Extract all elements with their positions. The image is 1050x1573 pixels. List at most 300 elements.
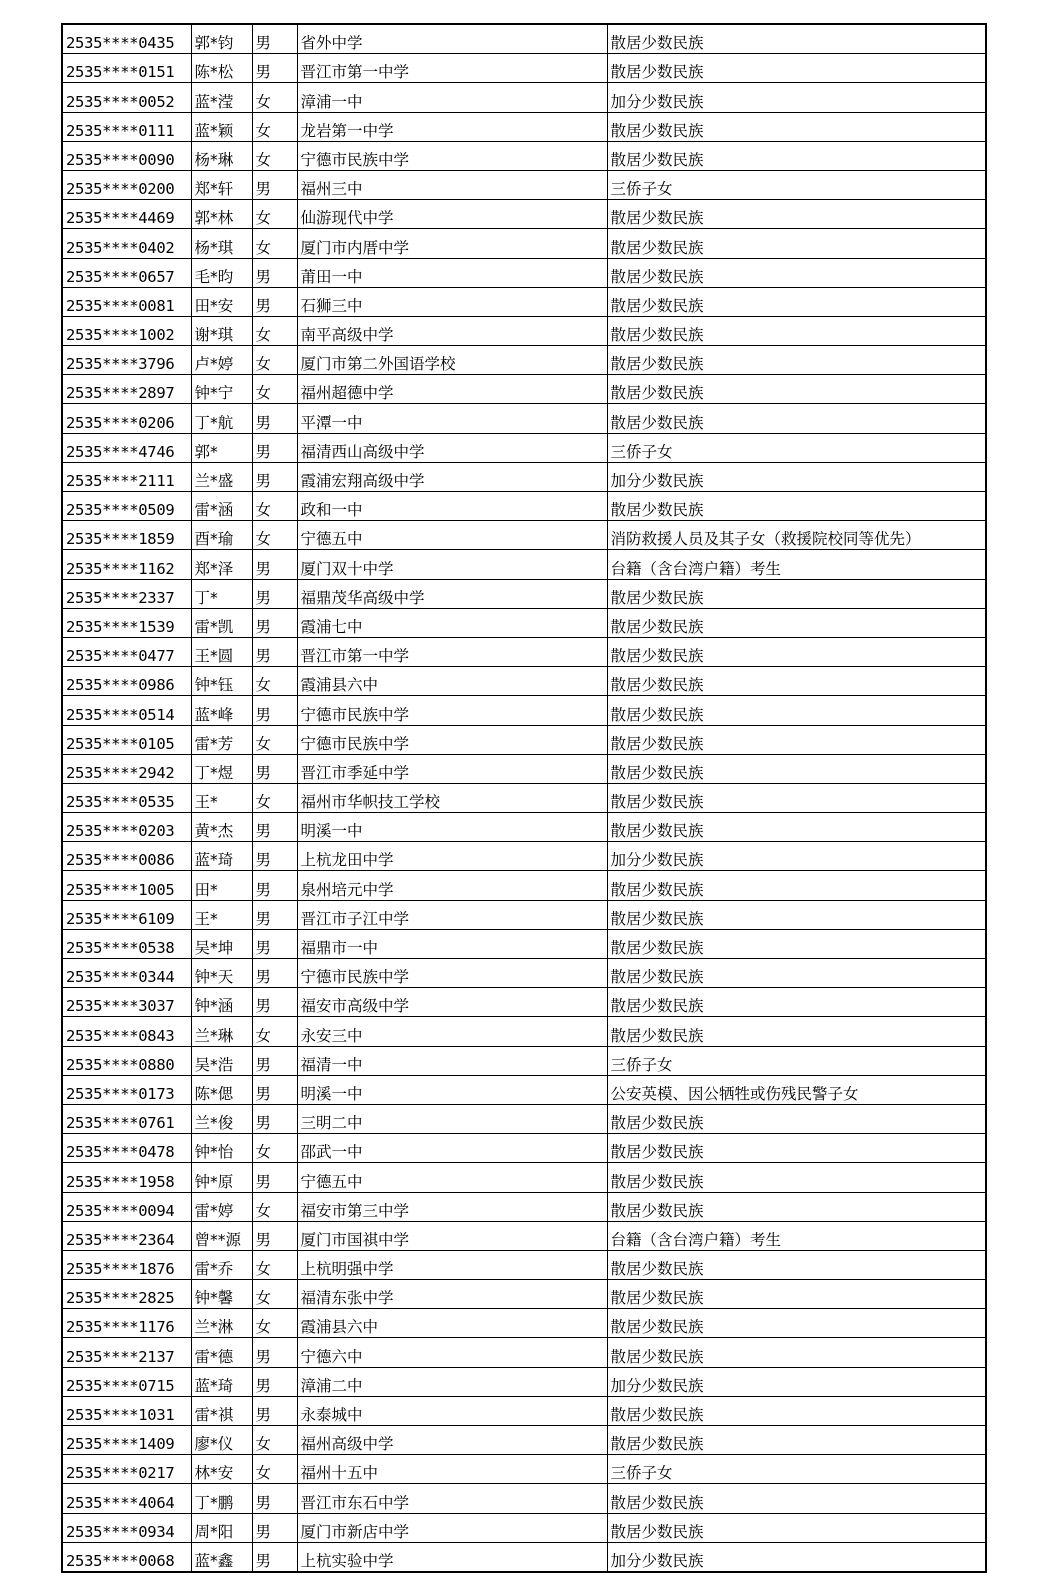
cell-name: 王* <box>191 900 252 929</box>
cell-exam-id: 2535****1005 <box>62 871 191 900</box>
cell-gender: 女 <box>252 667 297 696</box>
table-row <box>62 1017 986 1046</box>
cell-school: 福清一中 <box>297 1046 607 1075</box>
cell-name: 兰*俊 <box>191 1104 252 1133</box>
cell-name: 丁*鹏 <box>191 1484 252 1513</box>
table-row <box>62 1280 986 1309</box>
cell-school: 福清西山高级中学 <box>297 433 607 462</box>
cell-gender: 男 <box>252 900 297 929</box>
cell-name: 蓝*峰 <box>191 696 252 725</box>
cell-school: 福鼎茂华高级中学 <box>297 579 607 608</box>
cell-school: 福鼎市一中 <box>297 929 607 958</box>
cell-exam-id: 2535****1859 <box>62 521 191 550</box>
table-row <box>62 1192 986 1221</box>
cell-category: 台籍（含台湾户籍）考生 <box>607 1221 986 1250</box>
cell-gender: 男 <box>252 1075 297 1104</box>
cell-category: 散居少数民族 <box>607 200 986 229</box>
cell-name: 钟*天 <box>191 959 252 988</box>
cell-gender: 男 <box>252 1513 297 1542</box>
cell-gender: 男 <box>252 1484 297 1513</box>
cell-name: 周*阳 <box>191 1513 252 1542</box>
cell-school: 上杭实验中学 <box>297 1542 607 1572</box>
cell-school: 霞浦宏翔高级中学 <box>297 462 607 491</box>
cell-exam-id: 2535****0068 <box>62 1542 191 1572</box>
table-row <box>62 725 986 754</box>
cell-category: 散居少数民族 <box>607 1280 986 1309</box>
cell-name: 郭* <box>191 433 252 462</box>
cell-category: 散居少数民族 <box>607 1134 986 1163</box>
table-row <box>62 550 986 579</box>
table-row <box>62 521 986 550</box>
cell-exam-id: 2535****0657 <box>62 258 191 287</box>
cell-exam-id: 2535****4064 <box>62 1484 191 1513</box>
cell-name: 吴*浩 <box>191 1046 252 1075</box>
table-row <box>62 83 986 112</box>
table-row <box>62 141 986 170</box>
cell-category: 散居少数民族 <box>607 1396 986 1425</box>
cell-exam-id: 2535****2825 <box>62 1280 191 1309</box>
cell-category: 加分少数民族 <box>607 842 986 871</box>
cell-name: 林*安 <box>191 1455 252 1484</box>
cell-name: 黄*杰 <box>191 813 252 842</box>
cell-gender: 男 <box>252 813 297 842</box>
table-row <box>62 1367 986 1396</box>
cell-gender: 男 <box>252 1104 297 1133</box>
cell-name: 王*圆 <box>191 637 252 666</box>
cell-exam-id: 2535****1409 <box>62 1426 191 1455</box>
table-row <box>62 404 986 433</box>
cell-exam-id: 2535****1876 <box>62 1250 191 1279</box>
cell-gender: 男 <box>252 754 297 783</box>
cell-exam-id: 2535****1002 <box>62 316 191 345</box>
cell-school: 福安市高级中学 <box>297 988 607 1017</box>
cell-category: 散居少数民族 <box>607 1250 986 1279</box>
cell-school: 上杭龙田中学 <box>297 842 607 871</box>
cell-school: 厦门市国祺中学 <box>297 1221 607 1250</box>
cell-name: 钟*钰 <box>191 667 252 696</box>
cell-exam-id: 2535****0206 <box>62 404 191 433</box>
cell-category: 散居少数民族 <box>607 404 986 433</box>
cell-name: 兰*盛 <box>191 462 252 491</box>
cell-gender: 女 <box>252 521 297 550</box>
table-row <box>62 1426 986 1455</box>
cell-gender: 男 <box>252 579 297 608</box>
cell-category: 散居少数民族 <box>607 1163 986 1192</box>
cell-school: 福州三中 <box>297 170 607 199</box>
cell-name: 蓝*鑫 <box>191 1542 252 1572</box>
cell-name: 蓝*琦 <box>191 842 252 871</box>
cell-category: 三侨子女 <box>607 170 986 199</box>
cell-school: 福州十五中 <box>297 1455 607 1484</box>
cell-name: 钟*宁 <box>191 375 252 404</box>
table-row <box>62 783 986 812</box>
cell-category: 散居少数民族 <box>607 229 986 258</box>
table-row <box>62 492 986 521</box>
cell-gender: 女 <box>252 492 297 521</box>
table-row <box>62 1396 986 1425</box>
cell-category: 散居少数民族 <box>607 346 986 375</box>
cell-category: 散居少数民族 <box>607 287 986 316</box>
cell-school: 霞浦县六中 <box>297 667 607 696</box>
cell-gender: 女 <box>252 1426 297 1455</box>
cell-gender: 女 <box>252 316 297 345</box>
cell-exam-id: 2535****0880 <box>62 1046 191 1075</box>
cell-exam-id: 2535****1031 <box>62 1396 191 1425</box>
cell-name: 毛*昀 <box>191 258 252 287</box>
cell-gender: 男 <box>252 637 297 666</box>
cell-school: 龙岩第一中学 <box>297 112 607 141</box>
cell-gender: 男 <box>252 258 297 287</box>
cell-exam-id: 2535****0843 <box>62 1017 191 1046</box>
cell-exam-id: 2535****0173 <box>62 1075 191 1104</box>
cell-school: 上杭明强中学 <box>297 1250 607 1279</box>
cell-school: 宁德六中 <box>297 1338 607 1367</box>
cell-name: 钟*怡 <box>191 1134 252 1163</box>
cell-gender: 男 <box>252 842 297 871</box>
cell-category: 散居少数民族 <box>607 1484 986 1513</box>
table-row <box>62 54 986 83</box>
cell-gender: 女 <box>252 1455 297 1484</box>
cell-name: 田*安 <box>191 287 252 316</box>
cell-gender: 女 <box>252 1017 297 1046</box>
cell-gender: 男 <box>252 988 297 1017</box>
cell-category: 加分少数民族 <box>607 1542 986 1572</box>
cell-gender: 男 <box>252 433 297 462</box>
cell-gender: 男 <box>252 550 297 579</box>
cell-name: 丁* <box>191 579 252 608</box>
cell-exam-id: 2535****3037 <box>62 988 191 1017</box>
cell-school: 福清东张中学 <box>297 1280 607 1309</box>
table-row <box>62 637 986 666</box>
cell-category: 三侨子女 <box>607 1046 986 1075</box>
cell-school: 莆田一中 <box>297 258 607 287</box>
cell-exam-id: 2535****3796 <box>62 346 191 375</box>
table-row <box>62 988 986 1017</box>
cell-category: 散居少数民族 <box>607 112 986 141</box>
cell-exam-id: 2535****2137 <box>62 1338 191 1367</box>
table-row <box>62 1338 986 1367</box>
cell-category: 散居少数民族 <box>607 667 986 696</box>
cell-category: 散居少数民族 <box>607 1426 986 1455</box>
cell-name: 卢*婷 <box>191 346 252 375</box>
cell-exam-id: 2535****0086 <box>62 842 191 871</box>
table-row <box>62 608 986 637</box>
cell-exam-id: 2535****0477 <box>62 637 191 666</box>
cell-gender: 男 <box>252 287 297 316</box>
table-row <box>62 24 986 54</box>
cell-exam-id: 2535****0478 <box>62 1134 191 1163</box>
cell-gender: 女 <box>252 1250 297 1279</box>
cell-category: 散居少数民族 <box>607 900 986 929</box>
cell-school: 厦门市内厝中学 <box>297 229 607 258</box>
table-row <box>62 462 986 491</box>
table-row <box>62 1513 986 1542</box>
cell-category: 散居少数民族 <box>607 959 986 988</box>
cell-exam-id: 2535****0081 <box>62 287 191 316</box>
cell-gender: 男 <box>252 1221 297 1250</box>
cell-name: 郑*轩 <box>191 170 252 199</box>
cell-name: 雷*祺 <box>191 1396 252 1425</box>
cell-gender: 男 <box>252 959 297 988</box>
cell-category: 消防救援人员及其子女（救援院校同等优先） <box>607 521 986 550</box>
cell-gender: 男 <box>252 1367 297 1396</box>
table-row <box>62 170 986 199</box>
cell-school: 晋江市东石中学 <box>297 1484 607 1513</box>
table-row <box>62 1104 986 1133</box>
cell-exam-id: 2535****2942 <box>62 754 191 783</box>
cell-school: 霞浦七中 <box>297 608 607 637</box>
cell-gender: 女 <box>252 141 297 170</box>
cell-category: 散居少数民族 <box>607 813 986 842</box>
table-row <box>62 842 986 871</box>
cell-name: 曾**源 <box>191 1221 252 1250</box>
cell-school: 仙游现代中学 <box>297 200 607 229</box>
cell-gender: 女 <box>252 783 297 812</box>
table-row <box>62 1309 986 1338</box>
cell-school: 邵武一中 <box>297 1134 607 1163</box>
cell-school: 福州超德中学 <box>297 375 607 404</box>
cell-name: 雷*婷 <box>191 1192 252 1221</box>
cell-exam-id: 2535****0217 <box>62 1455 191 1484</box>
cell-gender: 女 <box>252 375 297 404</box>
cell-school: 晋江市季延中学 <box>297 754 607 783</box>
cell-name: 陈*松 <box>191 54 252 83</box>
cell-exam-id: 2535****0538 <box>62 929 191 958</box>
table-body <box>62 24 986 1572</box>
cell-exam-id: 2535****0535 <box>62 783 191 812</box>
table-row <box>62 1134 986 1163</box>
cell-school: 宁德五中 <box>297 1163 607 1192</box>
cell-category: 散居少数民族 <box>607 1192 986 1221</box>
cell-school: 福安市第三中学 <box>297 1192 607 1221</box>
table-row <box>62 1075 986 1104</box>
table-row <box>62 667 986 696</box>
cell-gender: 男 <box>252 1396 297 1425</box>
table-row <box>62 258 986 287</box>
cell-school: 明溪一中 <box>297 1075 607 1104</box>
table-row <box>62 579 986 608</box>
table-row <box>62 287 986 316</box>
table-row <box>62 1455 986 1484</box>
cell-gender: 男 <box>252 404 297 433</box>
cell-school: 政和一中 <box>297 492 607 521</box>
cell-gender: 男 <box>252 871 297 900</box>
cell-school: 石狮三中 <box>297 287 607 316</box>
cell-school: 宁德市民族中学 <box>297 696 607 725</box>
cell-gender: 男 <box>252 54 297 83</box>
cell-exam-id: 2535****0509 <box>62 492 191 521</box>
cell-gender: 女 <box>252 1309 297 1338</box>
table-row <box>62 813 986 842</box>
cell-category: 散居少数民族 <box>607 316 986 345</box>
cell-school: 南平高级中学 <box>297 316 607 345</box>
cell-exam-id: 2535****0094 <box>62 1192 191 1221</box>
cell-name: 蓝*颖 <box>191 112 252 141</box>
cell-school: 厦门市第二外国语学校 <box>297 346 607 375</box>
cell-category: 三侨子女 <box>607 433 986 462</box>
cell-name: 钟*馨 <box>191 1280 252 1309</box>
cell-category: 加分少数民族 <box>607 462 986 491</box>
table-row <box>62 871 986 900</box>
cell-gender: 男 <box>252 24 297 54</box>
table-row <box>62 112 986 141</box>
cell-gender: 女 <box>252 112 297 141</box>
cell-gender: 男 <box>252 929 297 958</box>
cell-category: 散居少数民族 <box>607 1513 986 1542</box>
table-row <box>62 900 986 929</box>
cell-exam-id: 2535****0344 <box>62 959 191 988</box>
cell-gender: 男 <box>252 696 297 725</box>
cell-exam-id: 2535****0200 <box>62 170 191 199</box>
cell-school: 宁德五中 <box>297 521 607 550</box>
cell-name: 郑*泽 <box>191 550 252 579</box>
cell-category: 散居少数民族 <box>607 754 986 783</box>
cell-exam-id: 2535****0151 <box>62 54 191 83</box>
cell-category: 三侨子女 <box>607 1455 986 1484</box>
cell-category: 散居少数民族 <box>607 637 986 666</box>
cell-name: 兰*淋 <box>191 1309 252 1338</box>
cell-gender: 女 <box>252 346 297 375</box>
cell-gender: 女 <box>252 200 297 229</box>
cell-school: 省外中学 <box>297 24 607 54</box>
cell-school: 三明二中 <box>297 1104 607 1133</box>
cell-category: 散居少数民族 <box>607 54 986 83</box>
cell-gender: 女 <box>252 1134 297 1163</box>
cell-exam-id: 2535****6109 <box>62 900 191 929</box>
cell-category: 公安英模、因公牺牲或伤残民警子女 <box>607 1075 986 1104</box>
cell-school: 晋江市子江中学 <box>297 900 607 929</box>
table-row <box>62 433 986 462</box>
cell-name: 雷*涵 <box>191 492 252 521</box>
cell-name: 兰*琳 <box>191 1017 252 1046</box>
cell-category: 散居少数民族 <box>607 608 986 637</box>
cell-gender: 男 <box>252 1046 297 1075</box>
cell-school: 漳浦二中 <box>297 1367 607 1396</box>
cell-exam-id: 2535****0934 <box>62 1513 191 1542</box>
cell-category: 散居少数民族 <box>607 929 986 958</box>
cell-exam-id: 2535****4469 <box>62 200 191 229</box>
table-row <box>62 316 986 345</box>
cell-exam-id: 2535****0203 <box>62 813 191 842</box>
table-row <box>62 346 986 375</box>
cell-name: 杨*琳 <box>191 141 252 170</box>
table-row <box>62 929 986 958</box>
cell-exam-id: 2535****2111 <box>62 462 191 491</box>
cell-gender: 女 <box>252 83 297 112</box>
cell-exam-id: 2535****2897 <box>62 375 191 404</box>
cell-exam-id: 2535****2364 <box>62 1221 191 1250</box>
cell-category: 散居少数民族 <box>607 783 986 812</box>
cell-school: 宁德市民族中学 <box>297 141 607 170</box>
cell-category: 台籍（含台湾户籍）考生 <box>607 550 986 579</box>
cell-exam-id: 2535****4746 <box>62 433 191 462</box>
cell-gender: 女 <box>252 1192 297 1221</box>
cell-exam-id: 2535****0986 <box>62 667 191 696</box>
cell-category: 散居少数民族 <box>607 1104 986 1133</box>
cell-school: 霞浦县六中 <box>297 1309 607 1338</box>
cell-exam-id: 2535****1539 <box>62 608 191 637</box>
cell-school: 宁德市民族中学 <box>297 959 607 988</box>
cell-school: 平潭一中 <box>297 404 607 433</box>
cell-category: 散居少数民族 <box>607 1338 986 1367</box>
cell-exam-id: 2535****0514 <box>62 696 191 725</box>
cell-exam-id: 2535****2337 <box>62 579 191 608</box>
table-row <box>62 200 986 229</box>
table-row <box>62 1221 986 1250</box>
cell-exam-id: 2535****0090 <box>62 141 191 170</box>
cell-exam-id: 2535****0105 <box>62 725 191 754</box>
cell-exam-id: 2535****0435 <box>62 24 191 54</box>
cell-gender: 女 <box>252 1280 297 1309</box>
cell-gender: 男 <box>252 1338 297 1367</box>
cell-exam-id: 2535****1162 <box>62 550 191 579</box>
cell-school: 厦门双十中学 <box>297 550 607 579</box>
cell-exam-id: 2535****0715 <box>62 1367 191 1396</box>
cell-category: 散居少数民族 <box>607 375 986 404</box>
cell-category: 散居少数民族 <box>607 1017 986 1046</box>
cell-name: 雷*乔 <box>191 1250 252 1279</box>
cell-name: 雷*芳 <box>191 725 252 754</box>
cell-school: 宁德市民族中学 <box>297 725 607 754</box>
cell-name: 谢*琪 <box>191 316 252 345</box>
cell-school: 明溪一中 <box>297 813 607 842</box>
table-row <box>62 1163 986 1192</box>
cell-exam-id: 2535****1176 <box>62 1309 191 1338</box>
cell-school: 泉州培元中学 <box>297 871 607 900</box>
cell-category: 散居少数民族 <box>607 725 986 754</box>
table-row <box>62 754 986 783</box>
cell-gender: 男 <box>252 170 297 199</box>
cell-name: 王* <box>191 783 252 812</box>
cell-gender: 女 <box>252 229 297 258</box>
cell-category: 散居少数民族 <box>607 258 986 287</box>
candidate-table <box>61 23 987 1573</box>
cell-school: 晋江市第一中学 <box>297 637 607 666</box>
cell-name: 蓝*琦 <box>191 1367 252 1396</box>
cell-category: 散居少数民族 <box>607 871 986 900</box>
cell-gender: 男 <box>252 1542 297 1572</box>
cell-name: 郭*钧 <box>191 24 252 54</box>
cell-name: 郭*林 <box>191 200 252 229</box>
cell-school: 永安三中 <box>297 1017 607 1046</box>
table-row <box>62 1046 986 1075</box>
cell-category: 散居少数民族 <box>607 141 986 170</box>
cell-name: 蓝*滢 <box>191 83 252 112</box>
cell-category: 加分少数民族 <box>607 1367 986 1396</box>
cell-school: 福州市华帜技工学校 <box>297 783 607 812</box>
cell-school: 福州高级中学 <box>297 1426 607 1455</box>
cell-name: 廖*仪 <box>191 1426 252 1455</box>
cell-name: 雷*凯 <box>191 608 252 637</box>
cell-category: 加分少数民族 <box>607 83 986 112</box>
cell-gender: 男 <box>252 1163 297 1192</box>
cell-exam-id: 2535****0052 <box>62 83 191 112</box>
cell-exam-id: 2535****0761 <box>62 1104 191 1133</box>
cell-category: 散居少数民族 <box>607 1309 986 1338</box>
cell-name: 钟*涵 <box>191 988 252 1017</box>
cell-name: 杨*琪 <box>191 229 252 258</box>
cell-name: 丁*航 <box>191 404 252 433</box>
cell-name: 吴*坤 <box>191 929 252 958</box>
cell-name: 陈*偲 <box>191 1075 252 1104</box>
cell-name: 丁*煜 <box>191 754 252 783</box>
table-row <box>62 959 986 988</box>
table-row <box>62 229 986 258</box>
cell-school: 晋江市第一中学 <box>297 54 607 83</box>
table-row <box>62 1484 986 1513</box>
cell-category: 散居少数民族 <box>607 24 986 54</box>
cell-name: 酉*瑜 <box>191 521 252 550</box>
